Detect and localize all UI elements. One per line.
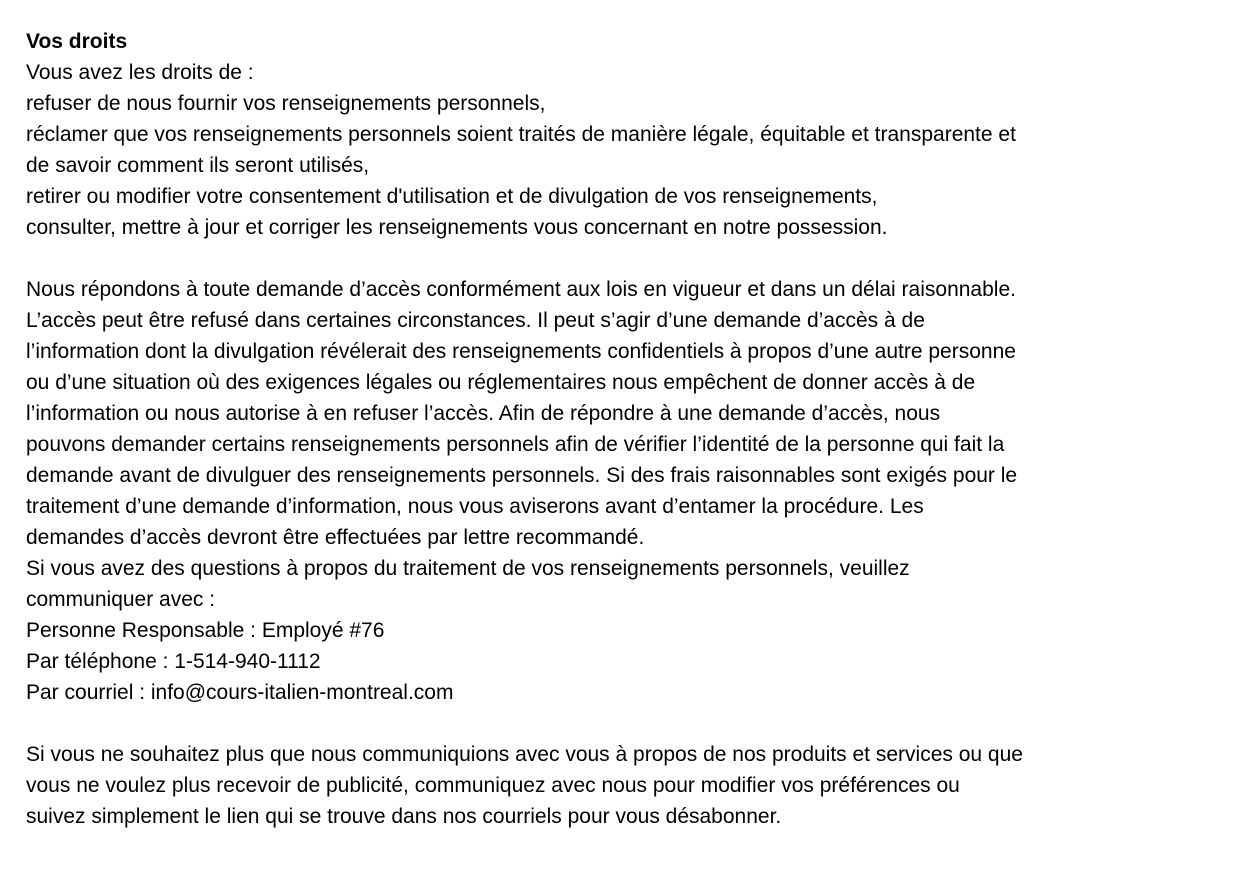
section-title: Vos droits (26, 30, 128, 53)
contact-phone: Par téléphone : 1-514-940-1112 (26, 650, 321, 673)
paragraph-gap (26, 708, 1226, 739)
access-line: Nous répondons à toute demande d’accès conformément aux lois en vigueur et dans un délai raisonnable. (26, 278, 1016, 301)
access-line: demandes d’accès devront être effectuées par lettre recommandé. (26, 526, 645, 549)
rights-item: refuser de nous fournir vos renseignements personnels, (26, 92, 546, 115)
rights-intro: Vous avez les droits de : (26, 61, 254, 84)
rights-section (26, 57, 1226, 243)
access-line: Si vous avez des questions à propos du traitement de vos renseignements personnels, veuillez (26, 557, 910, 580)
unsubscribe-line: vous ne voulez plus recevoir de publicité, communiquez avec nous pour modifier vos préférences ou (26, 774, 960, 797)
rights-item: consulter, mettre à jour et corriger les renseignements vous concernant en notre possession. (26, 216, 888, 239)
unsubscribe-section (26, 739, 1226, 832)
contact-email: Par courriel : info@cours-italien-montreal.com (26, 681, 454, 704)
access-line: communiquer avec : (26, 588, 216, 611)
contact-section (26, 615, 1226, 708)
access-line: L’accès peut être refusé dans certaines circonstances. Il peut s’agir d’une demande d’accès à de (26, 309, 925, 332)
document-page (26, 26, 1226, 832)
access-line: traitement d’une demande d’information, nous vous aviserons avant d’entamer la procédure. Les (26, 495, 924, 518)
contact-person: Personne Responsable : Employé #76 (26, 619, 385, 642)
access-line: l’information dont la divulgation révélerait des renseignements confidentiels à propos d’une autre personne (26, 340, 1016, 363)
paragraph-gap (26, 243, 1226, 274)
access-line: l’information ou nous autorise à en refuser l’accès. Afin de répondre à une demande d’accès, nous (26, 402, 941, 425)
access-line: demande avant de divulguer des renseignements personnels. Si des frais raisonnables sont exigés pour le (26, 464, 1018, 487)
rights-item: de savoir comment ils seront utilisés, (26, 154, 370, 177)
access-section (26, 274, 1226, 615)
unsubscribe-line: suivez simplement le lien qui se trouve dans nos courriels pour vous désabonner. (26, 805, 782, 828)
access-line: ou d’une situation où des exigences légales ou réglementaires nous empêchent de donner accès à de (26, 371, 976, 394)
unsubscribe-line: Si vous ne souhaitez plus que nous communiquions avec vous à propos de nos produits et services ou que (26, 743, 1023, 766)
access-line: pouvons demander certains renseignements personnels afin de vérifier l’identité de la personne qui fait la (26, 433, 1005, 456)
rights-item: retirer ou modifier votre consentement d'utilisation et de divulgation de vos renseignements, (26, 185, 878, 208)
rights-item: réclamer que vos renseignements personnels soient traités de manière légale, équitable et transparente et (26, 123, 1016, 146)
